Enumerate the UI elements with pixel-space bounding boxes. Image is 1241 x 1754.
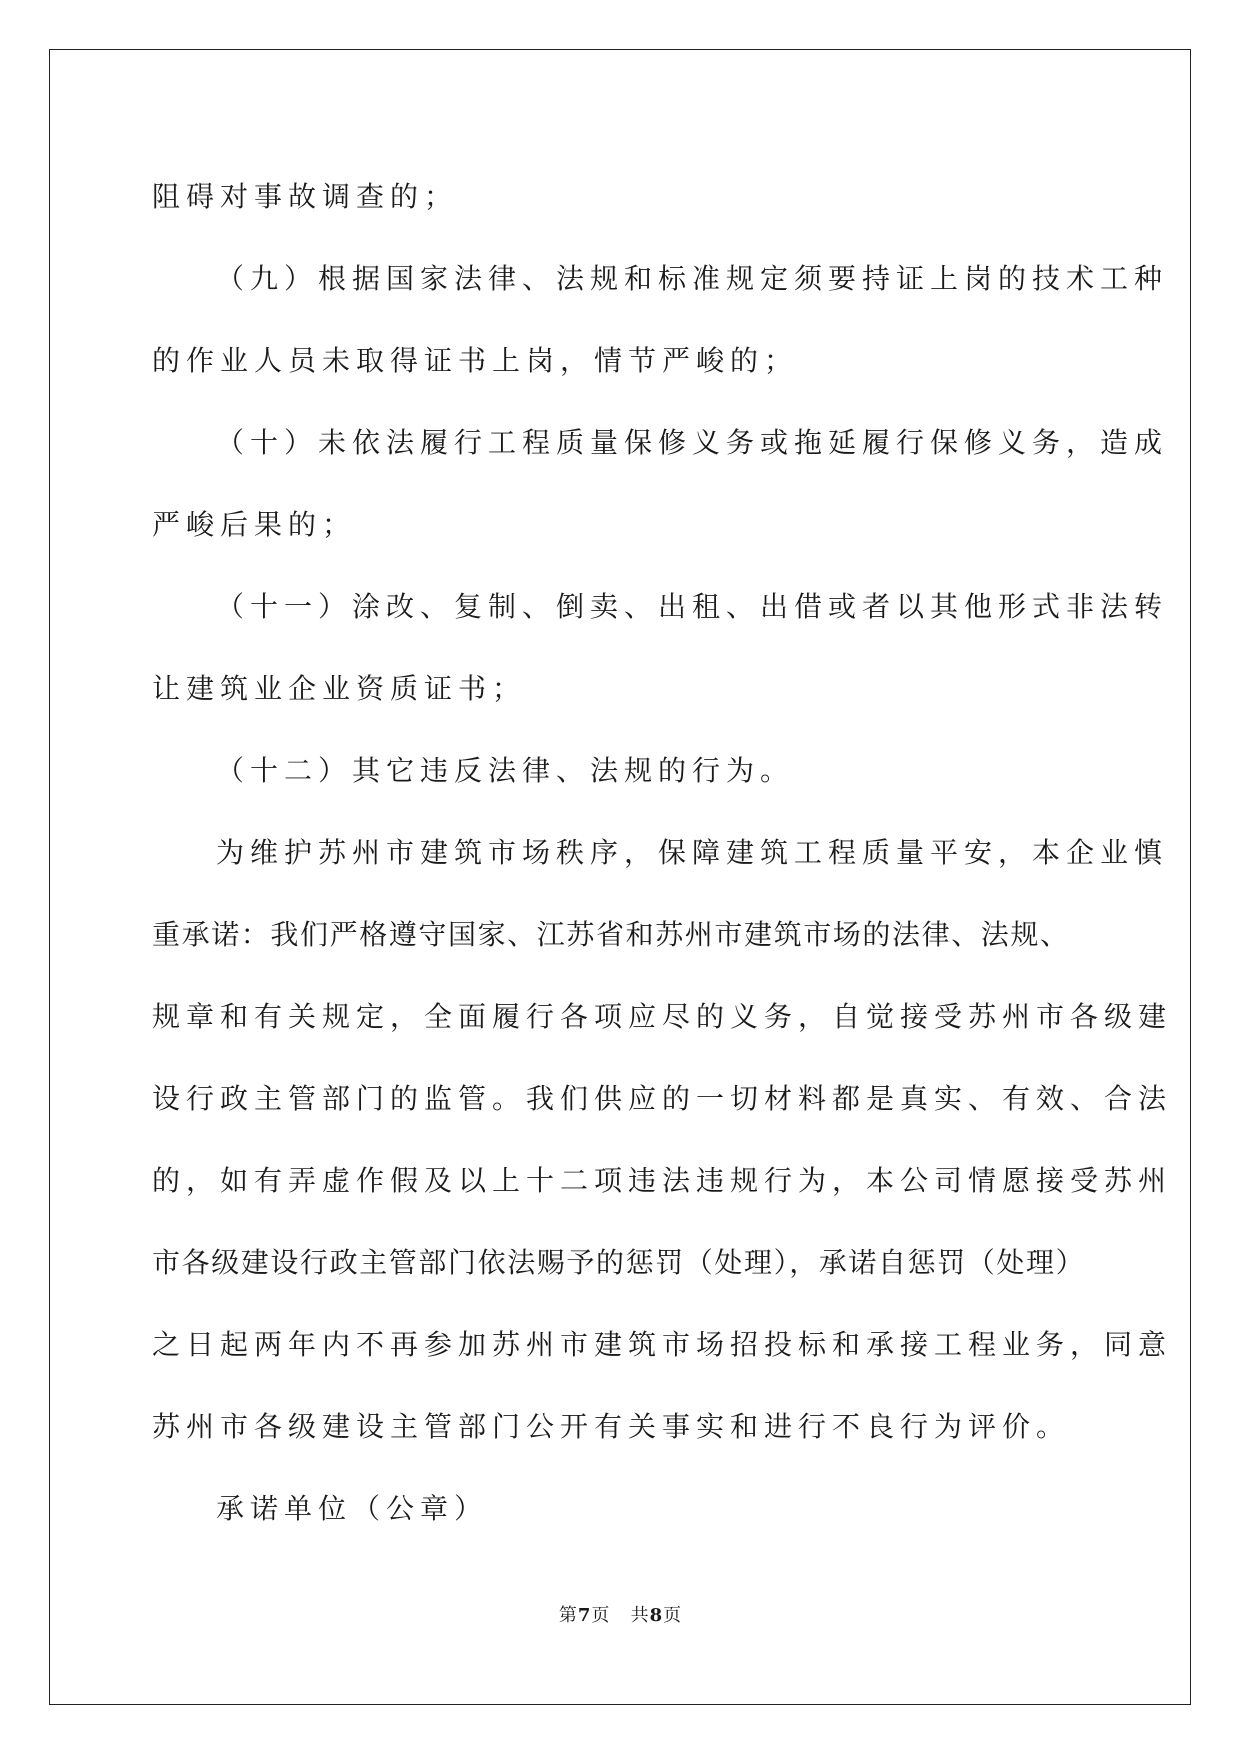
text-line: 为维护苏州市建筑市场秩序，保障建筑工程质量平安，本企业慎 [216, 836, 1169, 869]
text-line: 重承诺：我们严格遵守国家、江苏省和苏州市建筑市场的法律、法规、 [152, 918, 1070, 951]
text-line: 市各级建设行政主管部门依法赐予的惩罚（处理），承诺自惩罚（处理） [152, 1246, 1086, 1279]
signature-line: 承诺单位（公章） [216, 1492, 489, 1525]
text-line: 严峻后果的； [152, 508, 357, 541]
total-pages: 8 [649, 1605, 664, 1626]
page-prefix: 第 [558, 1605, 578, 1626]
document-body [152, 156, 1173, 1550]
total-prefix: 共 [630, 1605, 650, 1626]
text-line: 让建筑业企业资质证书； [152, 672, 527, 705]
page-footer [0, 1604, 1241, 1628]
text-line: 设行政主管部门的监管。我们供应的一切材料都是真实、有效、合法 [152, 1082, 1173, 1115]
text-line: （十一）涂改、复制、倒卖、出租、出借或者以其他形式非法转 [216, 590, 1169, 623]
text-line: 的作业人员未取得证书上岗，情节严峻的； [152, 344, 799, 377]
text-line: （十二）其它违反法律、法规的行为。 [216, 754, 795, 787]
text-line: 之日起两年内不再参加苏州市建筑市场招投标和承接工程业务，同意 [152, 1328, 1173, 1361]
page-suffix: 页 [591, 1605, 611, 1626]
text-line: 规章和有关规定，全面履行各项应尽的义务，自觉接受苏州市各级建 [152, 1000, 1173, 1033]
page-number: 7 [577, 1605, 592, 1626]
text-line: 的，如有弄虚作假及以上十二项违法违规行为，本公司情愿接受苏州 [152, 1164, 1173, 1197]
text-line: 苏州市各级建设主管部门公开有关事实和进行不良行为评价。 [152, 1410, 1071, 1443]
text-line: （十）未依法履行工程质量保修义务或拖延履行保修义务，造成 [216, 426, 1169, 459]
total-suffix: 页 [663, 1605, 683, 1626]
text-line: 阻碍对事故调查的； [152, 180, 459, 213]
text-line: （九）根据国家法律、法规和标准规定须要持证上岗的技术工种 [216, 262, 1169, 295]
